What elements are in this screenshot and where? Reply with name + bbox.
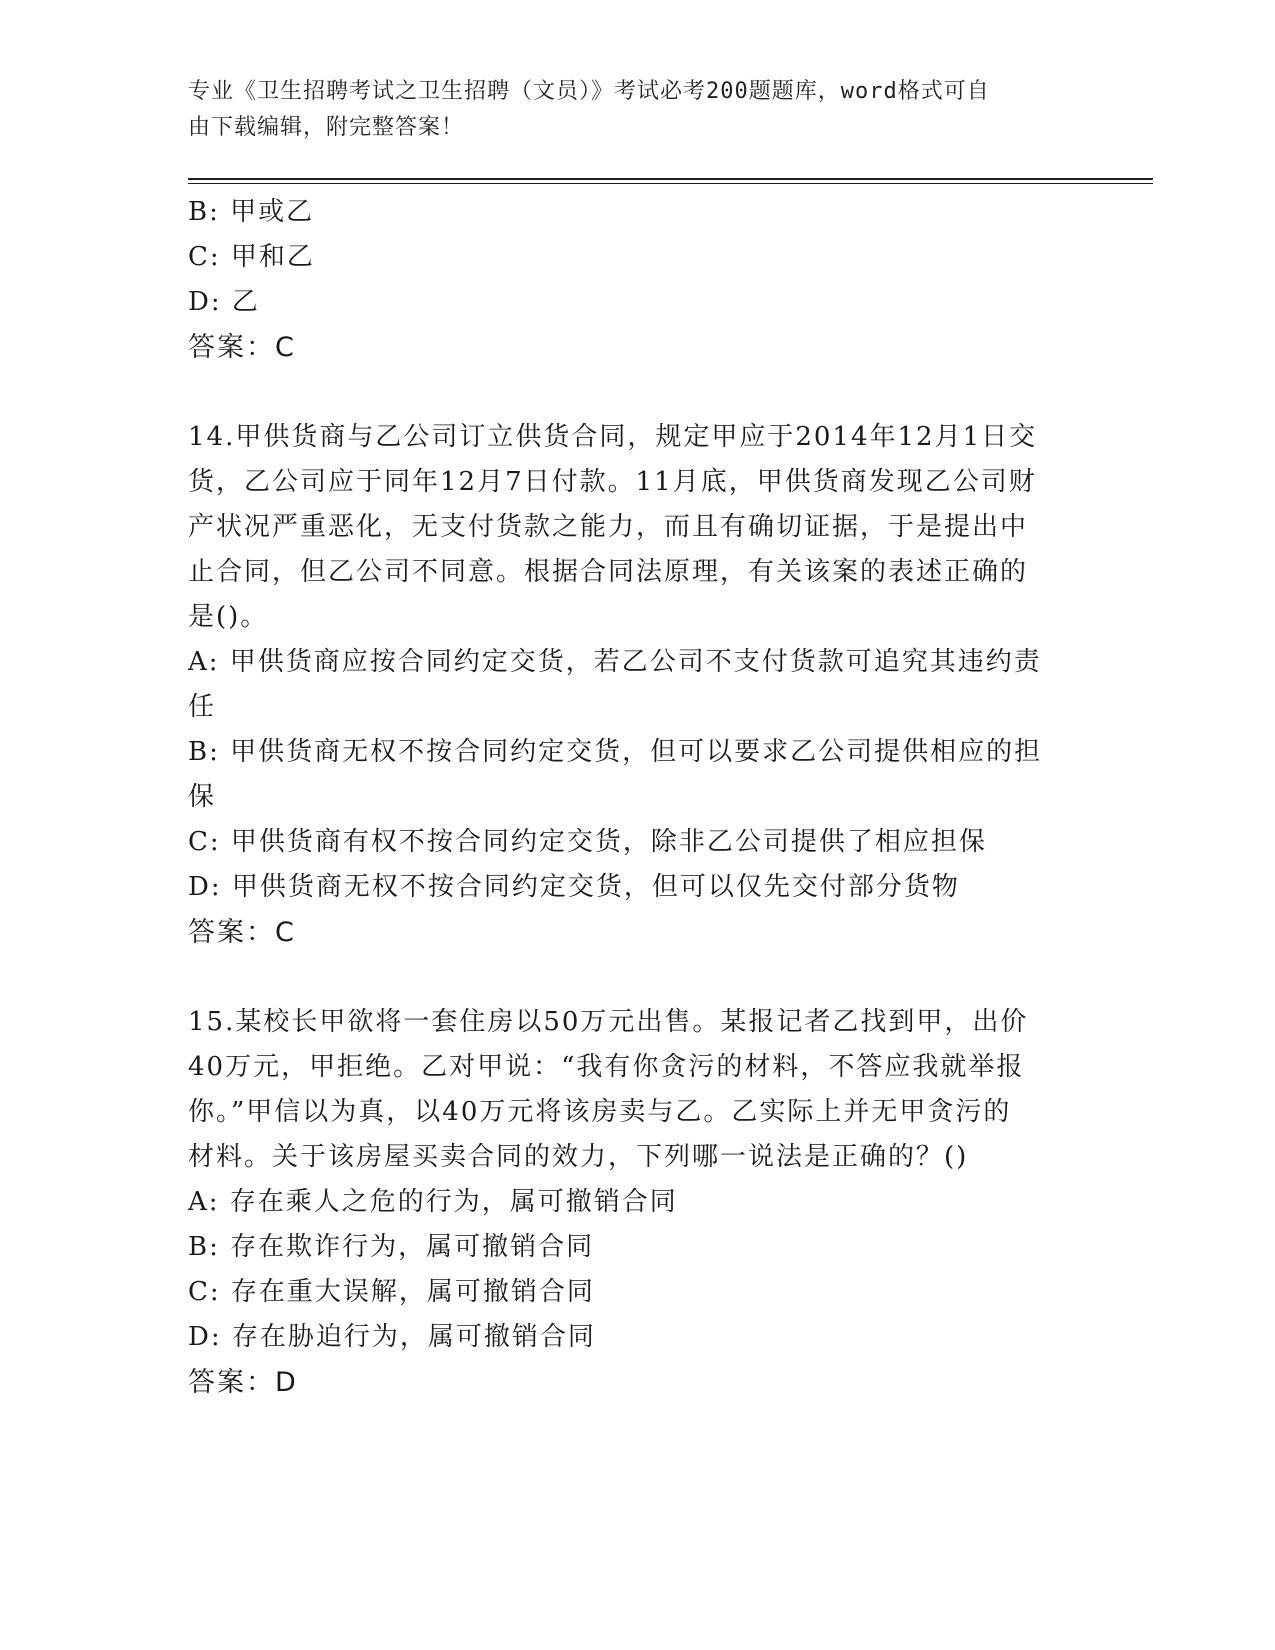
q14-stem-line: 是()。 [188, 602, 269, 632]
header-divider-thin [188, 183, 1153, 184]
header-divider-thick [188, 178, 1153, 180]
q15-option-a: A: 存在乘人之危的行为，属可撤销合同 [188, 1187, 678, 1217]
q14-option-c: C: 甲供货商有权不按合同约定交货，除非乙公司提供了相应担保 [188, 827, 987, 857]
spacer [188, 955, 1078, 1000]
q15-stem-line: 材料。关于该房屋买卖合同的效力，下列哪一说法是正确的？() [188, 1142, 969, 1172]
question-content [188, 190, 1078, 1405]
spacer [188, 370, 1078, 415]
page-header [188, 74, 1068, 146]
q14-stem-line: 产状况严重恶化，无支付货款之能力，而且有确切证据，于是提出中 [188, 512, 1029, 542]
q15-option-d: D: 存在胁迫行为，属可撤销合同 [188, 1322, 596, 1352]
q14-answer: 答案：C [188, 917, 296, 948]
q14-option-a: A: 甲供货商应按合同约定交货，若乙公司不支付货款可追究其违约责 [188, 647, 1042, 677]
q15-stem-line: 15.某校长甲欲将一套住房以50万元出售。某报记者乙找到甲，出价 [188, 1007, 1029, 1037]
question-14 [188, 415, 1078, 955]
q13-answer: 答案：C [188, 332, 296, 363]
q14-option-d: D: 甲供货商无权不按合同约定交货，但可以仅先交付部分货物 [188, 872, 960, 902]
q14-option-a-cont: 任 [188, 692, 217, 722]
q14-stem-line: 货，乙公司应于同年12月7日付款。11月底，甲供货商发现乙公司财 [188, 467, 1037, 497]
q13-option-d: D: 乙 [188, 287, 260, 317]
q15-answer: 答案：D [188, 1367, 298, 1398]
q15-stem-line: 40万元，甲拒绝。乙对甲说：“我有你贪污的材料，不答应我就举报 [188, 1052, 1025, 1082]
question-13 [188, 190, 1078, 370]
q14-stem-line: 14.甲供货商与乙公司订立供货合同，规定甲应于2014年12月1日交 [188, 422, 1038, 452]
q14-option-b: B: 甲供货商无权不按合同约定交货，但可以要求乙公司提供相应的担 [188, 737, 1043, 767]
question-15 [188, 1000, 1078, 1405]
q13-option-c: C: 甲和乙 [188, 242, 315, 272]
header-line-1: 专业《卫生招聘考试之卫生招聘（文员）》考试必考200题题库，word格式可自 [188, 79, 990, 104]
q15-option-c: C: 存在重大误解，属可撤销合同 [188, 1277, 595, 1307]
q14-stem-line: 止合同，但乙公司不同意。根据合同法原理，有关该案的表述正确的 [188, 557, 1029, 587]
q15-option-b: B: 存在欺诈行为，属可撤销合同 [188, 1232, 595, 1262]
q14-option-b-cont: 保 [188, 782, 217, 812]
header-line-2: 由下载编辑，附完整答案！ [188, 115, 465, 140]
q15-stem-line: 你。”甲信以为真，以40万元将该房卖与乙。乙实际上并无甲贪污的 [188, 1097, 1012, 1127]
q13-option-b: B: 甲或乙 [188, 197, 315, 227]
